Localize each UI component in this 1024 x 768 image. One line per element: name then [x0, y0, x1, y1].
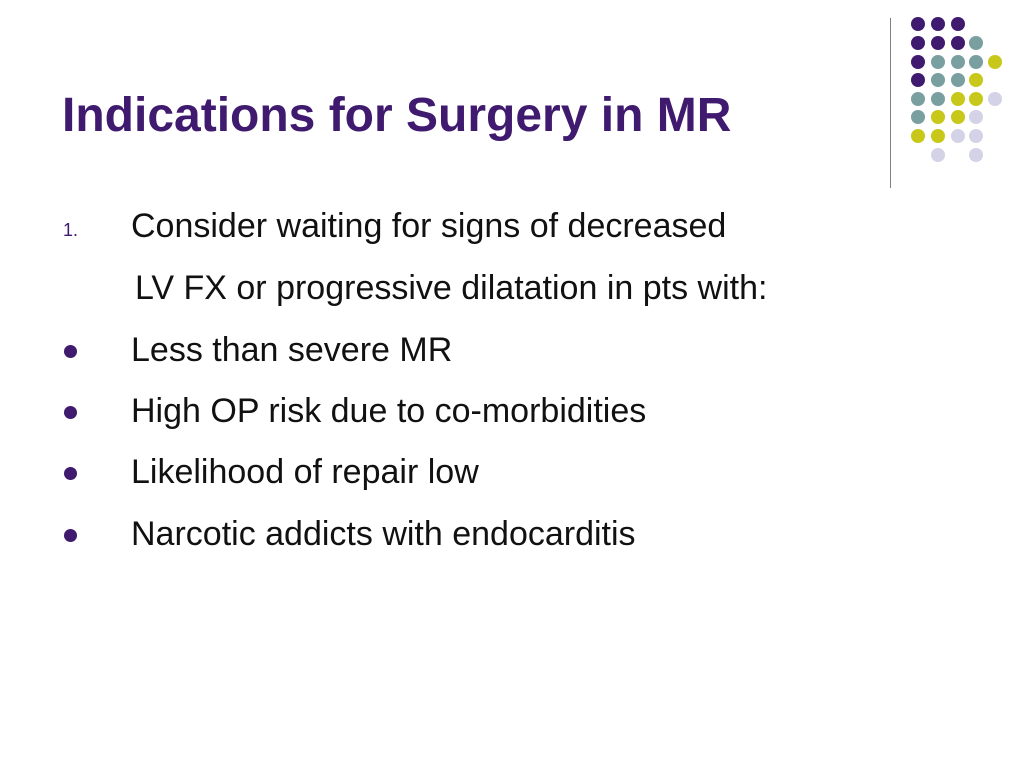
dot	[931, 148, 945, 162]
dot	[911, 110, 925, 124]
slide-title: Indications for Surgery in MR	[62, 89, 732, 142]
dot	[911, 17, 925, 31]
dot	[951, 129, 965, 143]
dot	[911, 36, 925, 50]
dot	[969, 148, 983, 162]
dot	[931, 129, 945, 143]
dot	[969, 55, 983, 69]
numbered-list-marker: 1.	[63, 220, 79, 240]
dot	[969, 36, 983, 50]
bullet-icon	[64, 345, 77, 358]
dot	[951, 55, 965, 69]
dot	[951, 17, 965, 31]
dot	[951, 92, 965, 106]
bullet-icon	[64, 467, 77, 480]
dot	[969, 110, 983, 124]
dot	[931, 92, 945, 106]
numbered-item-line-2: LV FX or progressive dilatation in pts with:	[135, 269, 768, 307]
dot	[911, 55, 925, 69]
numbered-item-line-1: Consider waiting for signs of decreased	[131, 207, 727, 245]
bullet-icon	[64, 529, 77, 542]
bullet-item: Narcotic addicts with endocarditis	[131, 515, 636, 553]
dot	[951, 36, 965, 50]
dot	[931, 110, 945, 124]
dot	[969, 92, 983, 106]
dot	[969, 73, 983, 87]
bullet-item: Likelihood of repair low	[131, 453, 479, 491]
dot	[931, 55, 945, 69]
dot	[969, 129, 983, 143]
dot	[911, 129, 925, 143]
dot	[911, 92, 925, 106]
dot	[911, 73, 925, 87]
dot	[988, 55, 1002, 69]
dot	[931, 73, 945, 87]
title-divider	[890, 18, 891, 188]
dot	[931, 17, 945, 31]
bullet-item: Less than severe MR	[131, 331, 453, 369]
dot	[951, 73, 965, 87]
bullet-icon	[64, 406, 77, 419]
dot	[988, 92, 1002, 106]
dot	[931, 36, 945, 50]
dot	[951, 110, 965, 124]
bullet-item: High OP risk due to co-morbidities	[131, 392, 647, 430]
